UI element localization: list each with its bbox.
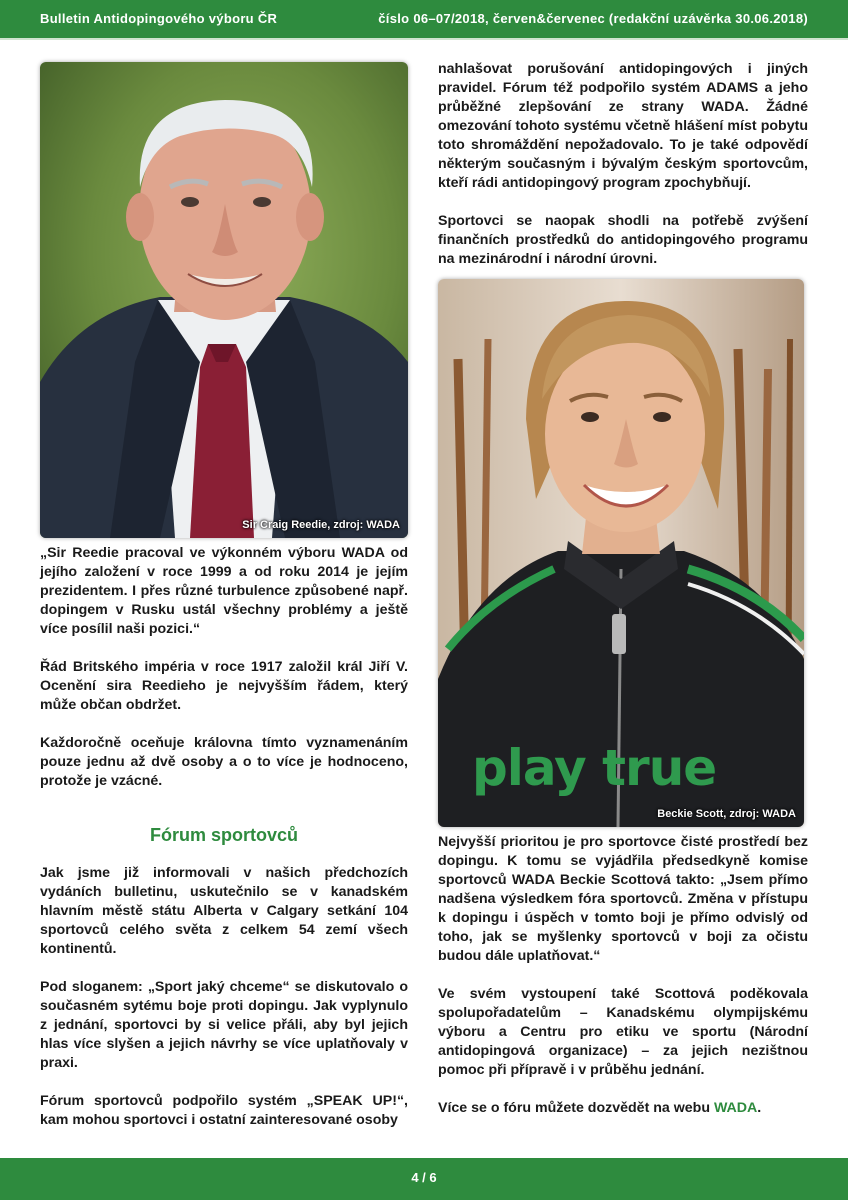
paragraph: Sportovci se naopak shodli na potřebě zvýšení finančních prostředků do antidopingového programu na mezinárodní i národní úrovni. xyxy=(438,213,808,267)
bulletin-title: Bulletin Antidopingového výboru ČR xyxy=(40,11,278,26)
photo-beckie-scott xyxy=(438,279,804,827)
paragraph: Řád Britského impéria v roce 1917 založil král Jiří V. Ocenění sira Reedieho je nejvyšším řádem, který může občan obdržet. xyxy=(40,659,408,713)
photo-craig-reedie xyxy=(40,62,408,538)
section-title: Fórum sportovců xyxy=(149,825,298,845)
link-suffix: . xyxy=(757,1100,762,1116)
wada-link[interactable]: WADA xyxy=(713,1100,758,1116)
quote-paragraph: „Sir Reedie pracoval ve výkonném výboru WADA od jejího založení v roce 1999 a od roku 2014 je jejím prezidentem. I přes různé turbulence způsobené např. dopingem v Rusku ustál všechny problémy a ještě více posílil naši pozici.“ xyxy=(40,545,408,637)
photo-caption: Sir Craig Reedie, zdroj: WADA xyxy=(242,519,400,531)
paragraph: Nejvyšší prioritou je pro sportovce čisté prostředí bez dopingu. K tomu se vyjádřila předsedkyně komise sportovců WADA Beckie Scottová takto: „Jsem přímo nadšena výsledkem fóra sportovců. Změna v přístupu k dopingu i úspěch v tomto boji je přímo odvislý od toho, jak se myšlenky sportovců v boji za očistu budou dále uplatňovat.“ xyxy=(438,834,808,964)
paragraph: Jak jsme již informovali v našich předchozích vydáních bulletinu, uskutečnilo se v kanadském hlavním městě státu Alberta v Calgary setkání 104 sportovců celého světa z celkem 54 zemí všech kontinentů. xyxy=(40,865,408,957)
issue-info: číslo 06–07/2018, červen&červenec (redakční uzávěrka 30.06.2018) xyxy=(378,11,808,26)
paragraph: Ve svém vystoupení také Scottová poděkovala spolupořadatelům – Kanadskému olympijskému výboru a Centru pro etiku ve sportu (Národní antidopingová organizace) – za jejich nezištnou pomoc při přípravě i v průběhu jednání. xyxy=(438,986,808,1078)
paragraph: nahlašovat porušování antidopingových i jiných pravidel. Fórum též podpořilo systém ADAMS a jeho průběžné zlepšování ze strany WADA. Žádné omezování tohoto systému včetně hlášení míst pobytu toto shromáždění nepožadovalo. To je také odpovědí některým současným i bývalým českým sportovcům, kteří rádi antidopingový program zpochybňují. xyxy=(438,61,808,191)
header-bar xyxy=(0,0,848,40)
left-column xyxy=(40,62,408,1130)
web-link-paragraph xyxy=(438,1099,808,1118)
right-column xyxy=(438,62,808,1118)
footer-bar xyxy=(0,1158,848,1200)
photo-caption: Beckie Scott, zdroj: WADA xyxy=(657,808,796,820)
paragraph: Každoročně oceňuje královna tímto vyznamenáním pouze jednu až dvě osoby a o to více je hodnoceno, protože je vzácné. xyxy=(40,735,408,789)
paragraph: Fórum sportovců podpořilo systém „SPEAK UP!“, kam mohou sportovci i ostatní zainteresované osoby xyxy=(40,1093,408,1128)
link-prefix: Více se o fóru můžete dozvědět na webu xyxy=(438,1100,714,1116)
portrait-reedie-image xyxy=(40,62,408,538)
paragraph: Pod sloganem: „Sport jaký chceme“ se diskutovalo o současném sytému boje proti dopingu. Jak vyplynulo z jednání, sportovci by si velice přáli, aby byl jejich hlas více slyšen a jejich návrhy se více uplatňovaly v praxi. xyxy=(40,979,408,1071)
page-number: 4 / 6 xyxy=(411,1170,437,1185)
jacket-text: play true xyxy=(472,739,717,797)
